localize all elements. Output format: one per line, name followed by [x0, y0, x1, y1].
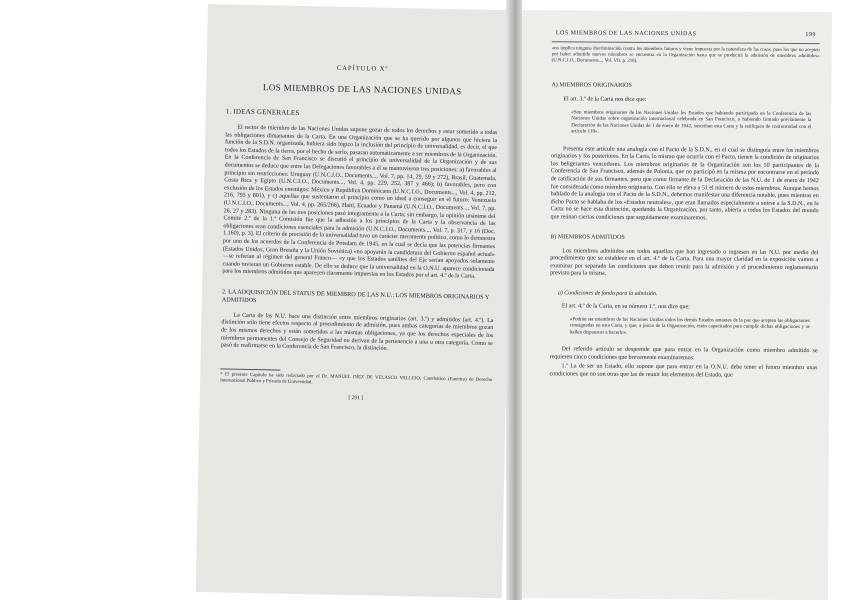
section-1-paragraph: El rector de miembro de las Naciones Unidas supone gozar de todos los derechos y estar sometido a todas las obligaciones dimanantes de la Carta. En una Organización que se ha querido por algunos que hiciera la función de la S.D.N. organizada, hubiera sido lógico la inclusión del principio de universalidad, es decir, el que todos los Estados de la tierra, por el hecho de serlo, pasaran automáticamente a ser miembros de la Organización. En la Conferencia de San Francisco se discutió el principio de universalidad de la Organización y de sus documentos se deduce que entre las Delegaciones favorables a él se mantuvieron tres posiciones: a) favorables al principio sin restricciones: Uruguay (U.N.C.I.O., Documents..., Vol. 7, pp. 14, 29, 59 y 272), Brasil, Guatemala, Costa Rica y Egipto (U.N.C.I.O., Documents..., Vol. 4, pp. 229, 252, 387 y 466); b) favorables, pero con exclusión de los Estados enemigos: México y República Dominicana (U.N.C.I.O., Documents..., Vol. 4, pp. 212, 216, 795 y 801), y c) aquellas que sustentaron el principio como un ideal a conseguir en el futuro: Venezuela (U.N.C.I.O., Documents..., Vol. 4, pp. 265/266), Haití, Ecuador y Panamá (U.N.C.I.O., Documents..., Vol. 7, pp. 26, 27 y 283). Ninguna de las tres posiciones pasó íntegramente a la Carta; sin embargo, la opinión unánime del Comité 2.º de la 1.ª Comisión fue que la adhesión a los principios de la Carta y la observancia de las obligaciones eran condiciones esenciales para la admisión (U.N.C.I.O., Documents..., Vol. 7, p. 317, y 16 (Doc. 1.160), p. 3]. El criterio de precisión de la universalidad tuvo un carácter meramente político, como lo demuestra por uno de los acuerdos de la Conferencia de Potsdam de 1945, en la cual se decía que las potencias firmantes (Estados Unidos, Gran Bretaña y la Unión Soviética) «no apoyarán la candidatura del Gobierno español actual» —se referían al régimen del general Franco— «y que los Estados satélites del Eje serían apoyados solamente cuando tuvieran un Gobierno estable. De ello se deduce que la universalidad en la O.N.U. aparece condicionada para los miembros admitidos que aparecen claramente impuestas en los Estados por el art. 4.º de la Carta.	[222, 124, 498, 280]
subsection-a-paragraph: Presenta este artículo una analogía con el Pacto de la S.D.N., en el cual se distinguía entre los miembros originarios y los posteriores. En la Carta, lo mismo que ocurría con el Pacto, tienen la condición de originarios los beligerantes vencedores. Los miembros originarios de la Organización son los 50 participantes de la Conferencia de San Francisco, además de Polonia, que no participó en la misma por encontrarse en el período de ratificación de sus firmantes, pero que como firmante de la Declaración de las N.U. de 1 de enero de 1942 fue considerada como miembro originario. Con ello se eleva a 51 el número de estos miembros. Aunque hemos hablado de la analogía con el Pacto de la S.D.N., debemos manifestar una diferencia notable, pues mientras en dicho Pacto se hablaba de los «Estados neutrales», que eran llamados especialmente a unirse a la S.D.N., en la Carta no se hace esta distinción, quedando la Organización, por tanto, abierta a todos los Estados del mundo que reúnan ciertas condiciones que seguidamente examinaremos.	[550, 145, 820, 222]
subsection-a-lead: El art. 3.º de la Carta nos dice que:	[563, 96, 647, 103]
article-4-quote: «Podrán ser miembros de las Naciones Unidas todos los demás Estados amantes de la paz que acepten las obligaciones consignadas en esta Carta, y que, a juicio de la Organización, estén capacitados para cumplir dichas obligaciones y se hallen dispuestos a hacerlo».	[569, 317, 810, 336]
running-head-title: LOS MIEMBROS DE LAS NACIONES UNIDAS	[555, 30, 697, 38]
right-page-content	[549, 30, 819, 380]
left-page-content	[220, 62, 499, 403]
continued-footnote: «no implica ninguna discriminación contra los miembros futuros y viene impuesta por la naturaleza de las cosas, pues los que no acepten por haber admitido nuevos miembros se encuentra en la Organización hasta que se producirá la admisión de miembros admitidos» (U.N.C.I.O., Documents..., Vol. VII, p. 218).	[551, 46, 820, 64]
chapter-title: LOS MIEMBROS DE LAS NACIONES UNIDAS	[262, 82, 462, 97]
subsection-a-conditions-heading: a) Condiciones de fondo para la admisión.	[558, 290, 658, 297]
subsection-b-paragraph: Los miembros admitidos son todos aquellos que han ingresado o ingresen en las N.U. por medio del procedimiento que se establece en el art. 4.º de la Carta. Para una mayor claridad en la exposición vamos a examinar por separado las condiciones que deben reunir para la admisión y el procedimiento reglamentario previsto para la misma.	[550, 247, 819, 277]
section-2-heading: 2. LA ADQUISICIÓN DEL STATUS DE MIEMBRO DE LAS N.U.: LOS MIEMBROS ORIGINARIOS Y ADMITIDOS	[221, 288, 490, 304]
subsection-b-heading: B) MIEMBROS ADMITIDOS	[550, 233, 625, 241]
article-3-quote: «Son miembros originarios de las Naciones Unidas los Estados que habiendo participado en la Conferencia de las Naciones Unidas sobre organización internacional celebrada en San Francisco, o habiendo firmado previamente la Declaración de las Naciones Unidas de 1 de enero de 1942, suscriban esta Carta y la ratifiquen de conformidad con el artículo 110».	[571, 110, 812, 135]
left-page	[196, 4, 514, 598]
article-4-lead: El art. 4.º de la Carta, en su número 1.º, nos dice que:	[561, 303, 690, 311]
section-2-paragraph: La Carta de las N.U. hace una distinción entre miembros originarios (art. 3.º) y admitidos (art. 4.º). La distinción sólo tiene efectos respecto al procedimiento de admisión, pues ambas categorías de miembros gozan de los mismos derechos y están sometidos a las mismas obligaciones, ya que los derechos especiales de los miembros permanentes del Consejo de Seguridad no derivan de la pertenencia a una u otra categoría. Como se pasó de reafirmarse en la Conferencia de San Francisco, la distinción.	[220, 312, 494, 353]
running-header	[552, 30, 820, 38]
condition-1-paragraph: 1.º La de ser un Estado, ello supone que para entrar en la O.N.U. debe tener el futuro miembro unas condiciones que no son otras que las de reunir los elementos del Estado, que	[549, 363, 818, 379]
footnote: * El presente Capítulo ha sido redactado por el Dr. MANUEL DÍEZ DE VELASCO VALLEJO, Catedrático (Emérito) de Derecho Internacional Público y Privado de Universidad.	[220, 372, 493, 386]
section-1-heading: 1. IDEAS GENERALES	[225, 107, 300, 117]
footnote-rule	[220, 368, 280, 370]
header-rule	[552, 41, 820, 44]
right-page	[510, 10, 832, 600]
page-number: 199	[805, 32, 816, 39]
folio: [ 291 ]	[348, 394, 364, 402]
subsection-a-heading: A) MIEMBROS ORIGINARIOS	[551, 82, 632, 89]
book-gutter	[506, 0, 522, 600]
chapter-number: CAPÍTULO Xº	[336, 64, 389, 73]
conditions-intro-paragraph: Del referido artículo se desprende que para entrar en la Organización como miembro admitido se requieren cinco condiciones que brevemente examinaremos:	[549, 346, 818, 362]
